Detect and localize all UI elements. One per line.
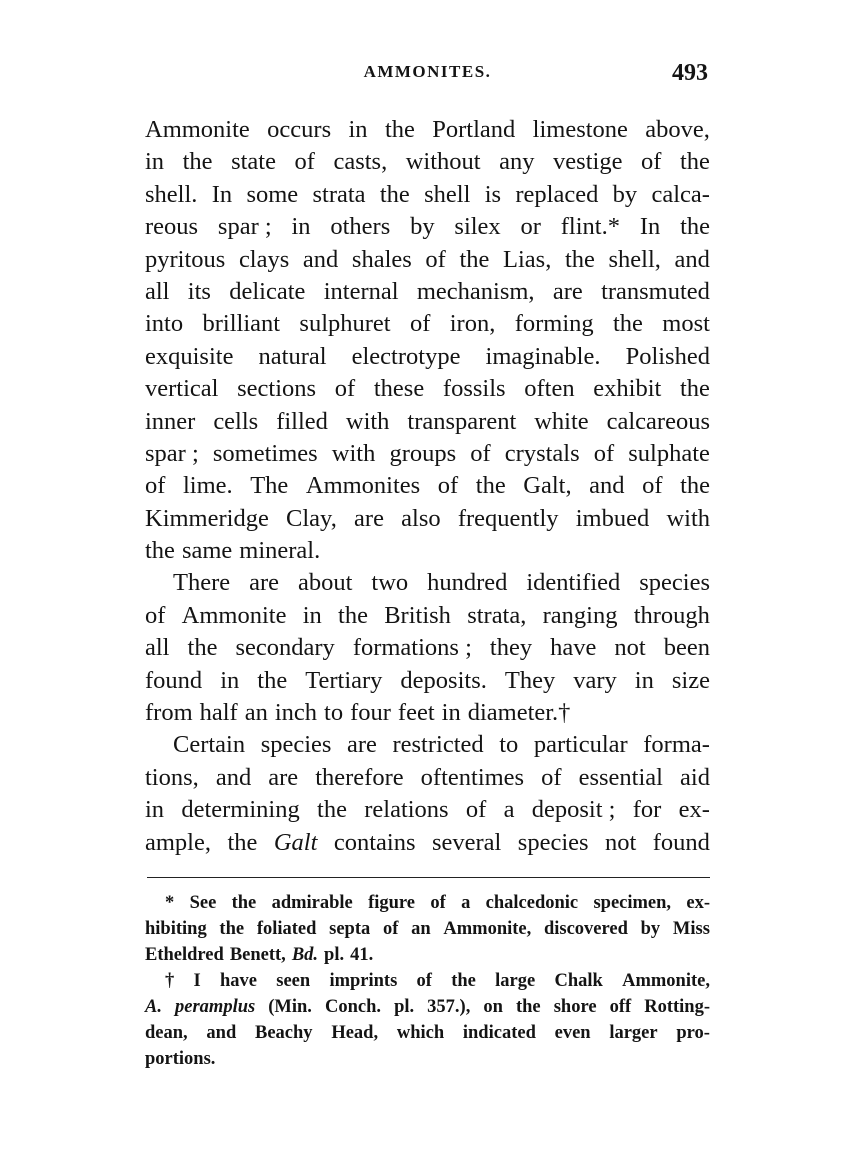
word: casts, [333,148,388,176]
word: deposits. [400,666,487,694]
word: ranging [542,601,618,629]
word: larger [609,1022,658,1043]
word: They [504,666,556,694]
paragraph-3 [145,729,710,859]
word: ex- [686,892,710,913]
word: crystals [504,439,580,467]
text-line [145,470,710,502]
word: calca- [651,180,710,208]
word: shore [553,996,597,1017]
word: and [674,245,710,273]
word: or [520,213,541,241]
word: large [495,970,536,991]
word: through [633,601,710,629]
text-line [145,762,710,794]
word: There [173,569,231,597]
word: on [483,996,503,1017]
text-line [145,438,710,470]
word: all [145,634,170,662]
word: is [484,180,502,208]
word: admirable [271,892,353,913]
word: of [145,472,166,500]
word: portions. [145,1048,216,1069]
word: figure [368,892,416,913]
word: frequently [457,504,559,532]
word: the [182,148,213,176]
word: relations [364,796,449,824]
word: reous [145,213,199,241]
word: of [145,601,166,629]
word: imaginable. [485,342,601,370]
word: contains [333,828,416,856]
word: Chalk [554,970,603,991]
text-line [145,794,710,826]
word: an [244,699,268,727]
word: the [680,472,710,500]
word: Benett, [229,944,286,965]
word: size [671,666,710,694]
word: tions, [145,763,199,791]
text-line [145,244,710,276]
footnote-line [145,942,710,968]
word: half [199,699,238,727]
word: by [640,918,661,939]
word: white [534,407,589,435]
word: pro- [676,1022,710,1043]
word: its [187,277,211,305]
word: pl. [324,944,345,965]
footnote-1 [145,890,710,968]
word: of [430,892,446,913]
text-line [145,308,710,340]
page-number: 493 [672,60,708,86]
footnote-2 [145,968,710,1072]
word: strata [312,180,366,208]
word: exhibit [593,375,662,403]
word: which [396,1022,445,1043]
word: species [260,731,332,759]
word: aid [680,763,710,791]
word: sometimes [212,439,318,467]
word: forming [514,310,594,338]
word: Lias, [503,245,552,273]
word: four [350,699,391,727]
word: deposit ; [531,796,616,824]
word: Galt, [523,472,572,500]
word: peramplus [175,996,256,1017]
word: sections [237,375,317,403]
text-line [145,535,710,567]
word: transmuted [601,277,710,305]
word: been [663,634,710,662]
text-line [145,373,710,405]
word: Beachy [255,1022,313,1043]
word: the [231,892,257,913]
word: secondary [235,634,335,662]
text-line [145,665,710,697]
word: the [564,245,595,273]
word: of [425,245,446,273]
word: I [193,970,201,991]
word: mineral. [239,537,321,565]
word: shell, [608,245,661,273]
word: indicated [462,1022,536,1043]
word: exquisite [145,342,234,370]
word: 357.), [427,996,471,1017]
word: the [680,375,710,403]
word: found [145,666,203,694]
footnote-line [145,968,710,994]
word: Certain [173,731,246,759]
word: fossils [442,375,506,403]
word: spar ; [217,213,272,241]
word: and [215,763,252,791]
word: most [662,310,710,338]
word: hibiting [145,918,207,939]
word: pl. [394,996,415,1017]
word: septa [329,918,371,939]
word: electrotype [351,342,461,370]
word: have [550,634,597,662]
word: with [666,504,710,532]
word: and [206,1022,237,1043]
word: vertical [145,375,219,403]
word: are [354,504,384,532]
word: seen [276,970,311,991]
word: Ammonite [145,116,250,143]
word: formations ; [352,634,472,662]
word: Miss [672,918,710,939]
book-page [145,60,710,1100]
word: the [459,245,490,273]
word: are [552,277,583,305]
word: dean, [145,1022,188,1043]
text-line [145,632,710,664]
word: often [524,375,575,403]
word: silex [454,213,501,241]
word: the [515,996,541,1017]
word: and [589,472,625,500]
word: some [246,180,299,208]
running-head: AMMONITES. [363,62,492,81]
word: the [219,918,245,939]
footnote-line [145,1046,710,1072]
word: limestone [532,116,628,143]
word: these [373,375,425,403]
word: several [431,828,502,856]
word: the [187,634,218,662]
word: lime. [182,472,233,500]
body-text [145,114,710,859]
word: Ammonites [305,472,421,500]
word: of [640,148,662,176]
word: found [652,828,710,856]
word: by [612,180,638,208]
word: strata, [467,601,527,629]
word: the [338,601,368,629]
word: essential [578,763,663,791]
word: hundred [427,569,508,597]
word: by [410,213,435,241]
word: in [634,666,654,694]
word: imbued [575,504,650,532]
word: the [379,180,410,208]
word: restricted [392,731,484,759]
word: in [145,148,165,176]
word: Portland [432,116,516,143]
word: of [541,763,562,791]
word: internal [323,277,399,305]
word: of [470,439,491,467]
word: flint.* [560,213,620,241]
word: in [145,796,165,824]
word: from [145,699,193,727]
word: The [250,472,289,500]
word: therefore [315,763,404,791]
word: species [639,569,710,597]
paragraph-2 [145,567,710,729]
text-line [145,406,710,438]
word: even [554,1022,591,1043]
word: British [384,601,451,629]
word: of [593,439,615,467]
word: of [294,148,315,176]
text-line [145,503,710,535]
text-line [145,600,710,632]
word: ex- [678,796,710,824]
word: filled [276,407,328,435]
word: are [249,569,280,597]
word: for [632,796,662,824]
word: Polished [625,342,710,370]
word: not [605,828,637,856]
word: groups [389,439,457,467]
word: same [181,537,233,565]
word: Bd. [291,944,319,965]
word: occurs [267,116,332,143]
word: In [639,213,661,241]
word: transparent [407,407,517,435]
word: are [268,763,299,791]
word: into [145,310,184,338]
word: the [613,310,643,338]
word: replaced [515,180,599,208]
footnote-line [145,994,710,1020]
text-line [145,729,710,761]
word: Kimmeridge [145,504,269,532]
footnotes [145,890,710,1072]
word: brilliant [202,310,281,338]
text-line [145,146,710,178]
word: Head, [331,1022,379,1043]
word: delicate [229,277,306,305]
word: of [416,970,432,991]
word: vestige [553,148,623,176]
word: are [347,731,377,759]
word: * [165,892,175,913]
word: Etheldred [145,944,224,965]
page-header [145,60,710,100]
word: Ammonite [181,601,287,629]
word: Rotting- [644,996,710,1017]
word: A. [145,996,162,1017]
word: sulphuret [299,310,391,338]
word: of [382,918,399,939]
word: clays [238,245,290,273]
word: of [334,375,356,403]
word: in [348,116,368,143]
word: sulphate [628,439,710,467]
text-line [145,211,710,243]
word: they [489,634,533,662]
word: imprints [329,970,398,991]
footnote-line [145,1020,710,1046]
word: foliated [256,918,317,939]
word: mechanism, [416,277,535,305]
word: Ammonite, [443,918,532,939]
word: and [302,245,339,273]
word: in [302,601,322,629]
word: in [291,213,311,241]
word: shell. [145,180,198,208]
word: a [503,796,515,824]
word: the [679,148,710,176]
word: not [614,634,646,662]
paragraph-1 [145,114,710,567]
word: of [465,796,487,824]
word: two [371,569,409,597]
word: the [227,828,258,856]
word: species [517,828,589,856]
word: off [609,996,632,1017]
word: shales [351,245,412,273]
word: particular [533,731,628,759]
word: ample, [145,828,211,856]
word: iron, [449,310,496,338]
text-line [145,341,710,373]
word: inch [274,699,318,727]
word: vary [573,666,617,694]
word: feet [397,699,435,727]
word: (Min. [268,996,312,1017]
word: above, [645,116,710,143]
word: Clay, [286,504,337,532]
footnote-rule [147,877,710,878]
word: Ammonite, [622,970,710,991]
word: forma- [643,731,710,759]
text-line [145,567,710,599]
text-line [145,697,710,729]
word: In [211,180,233,208]
word: spar ; [145,439,199,467]
word: all [145,277,170,305]
word: See [189,892,217,913]
word: in [441,699,461,727]
word: the [317,796,347,824]
word: of [642,472,663,500]
word: of [437,472,459,500]
footnote-line [145,916,710,942]
word: pyritous [145,245,226,273]
word: inner [145,407,196,435]
word: with [345,407,390,435]
word: Tertiary [305,666,383,694]
word: specimen, [593,892,672,913]
word: also [401,504,441,532]
word: cells [213,407,259,435]
word: Galt [273,828,318,856]
text-line [145,179,710,211]
word: others [330,213,391,241]
word: without [405,148,481,176]
word: † [165,970,175,991]
word: about [297,569,353,597]
word: discovered [543,918,628,939]
text-line [145,276,710,308]
word: Conch. [324,996,382,1017]
word: 41. [350,944,374,965]
word: an [411,918,431,939]
text-line [145,114,710,146]
word: diameter.† [467,699,571,727]
word: determining [181,796,300,824]
word: any [499,148,535,176]
word: the [475,472,506,500]
word: a [461,892,471,913]
word: state [231,148,276,176]
word: to [324,699,344,727]
word: the [451,970,476,991]
word: natural [258,342,327,370]
word: calcareous [606,407,710,435]
word: in [220,666,240,694]
word: the [384,116,415,143]
word: of [409,310,431,338]
footnote-line [145,890,710,916]
word: the [257,666,288,694]
word: shell [424,180,471,208]
text-line [145,827,710,859]
word: chalcedonic [485,892,579,913]
word: to [499,731,519,759]
word: the [145,537,175,565]
word: have [219,970,257,991]
word: oftentimes [420,763,525,791]
word: with [331,439,376,467]
word: identified [526,569,621,597]
word: the [680,213,710,241]
